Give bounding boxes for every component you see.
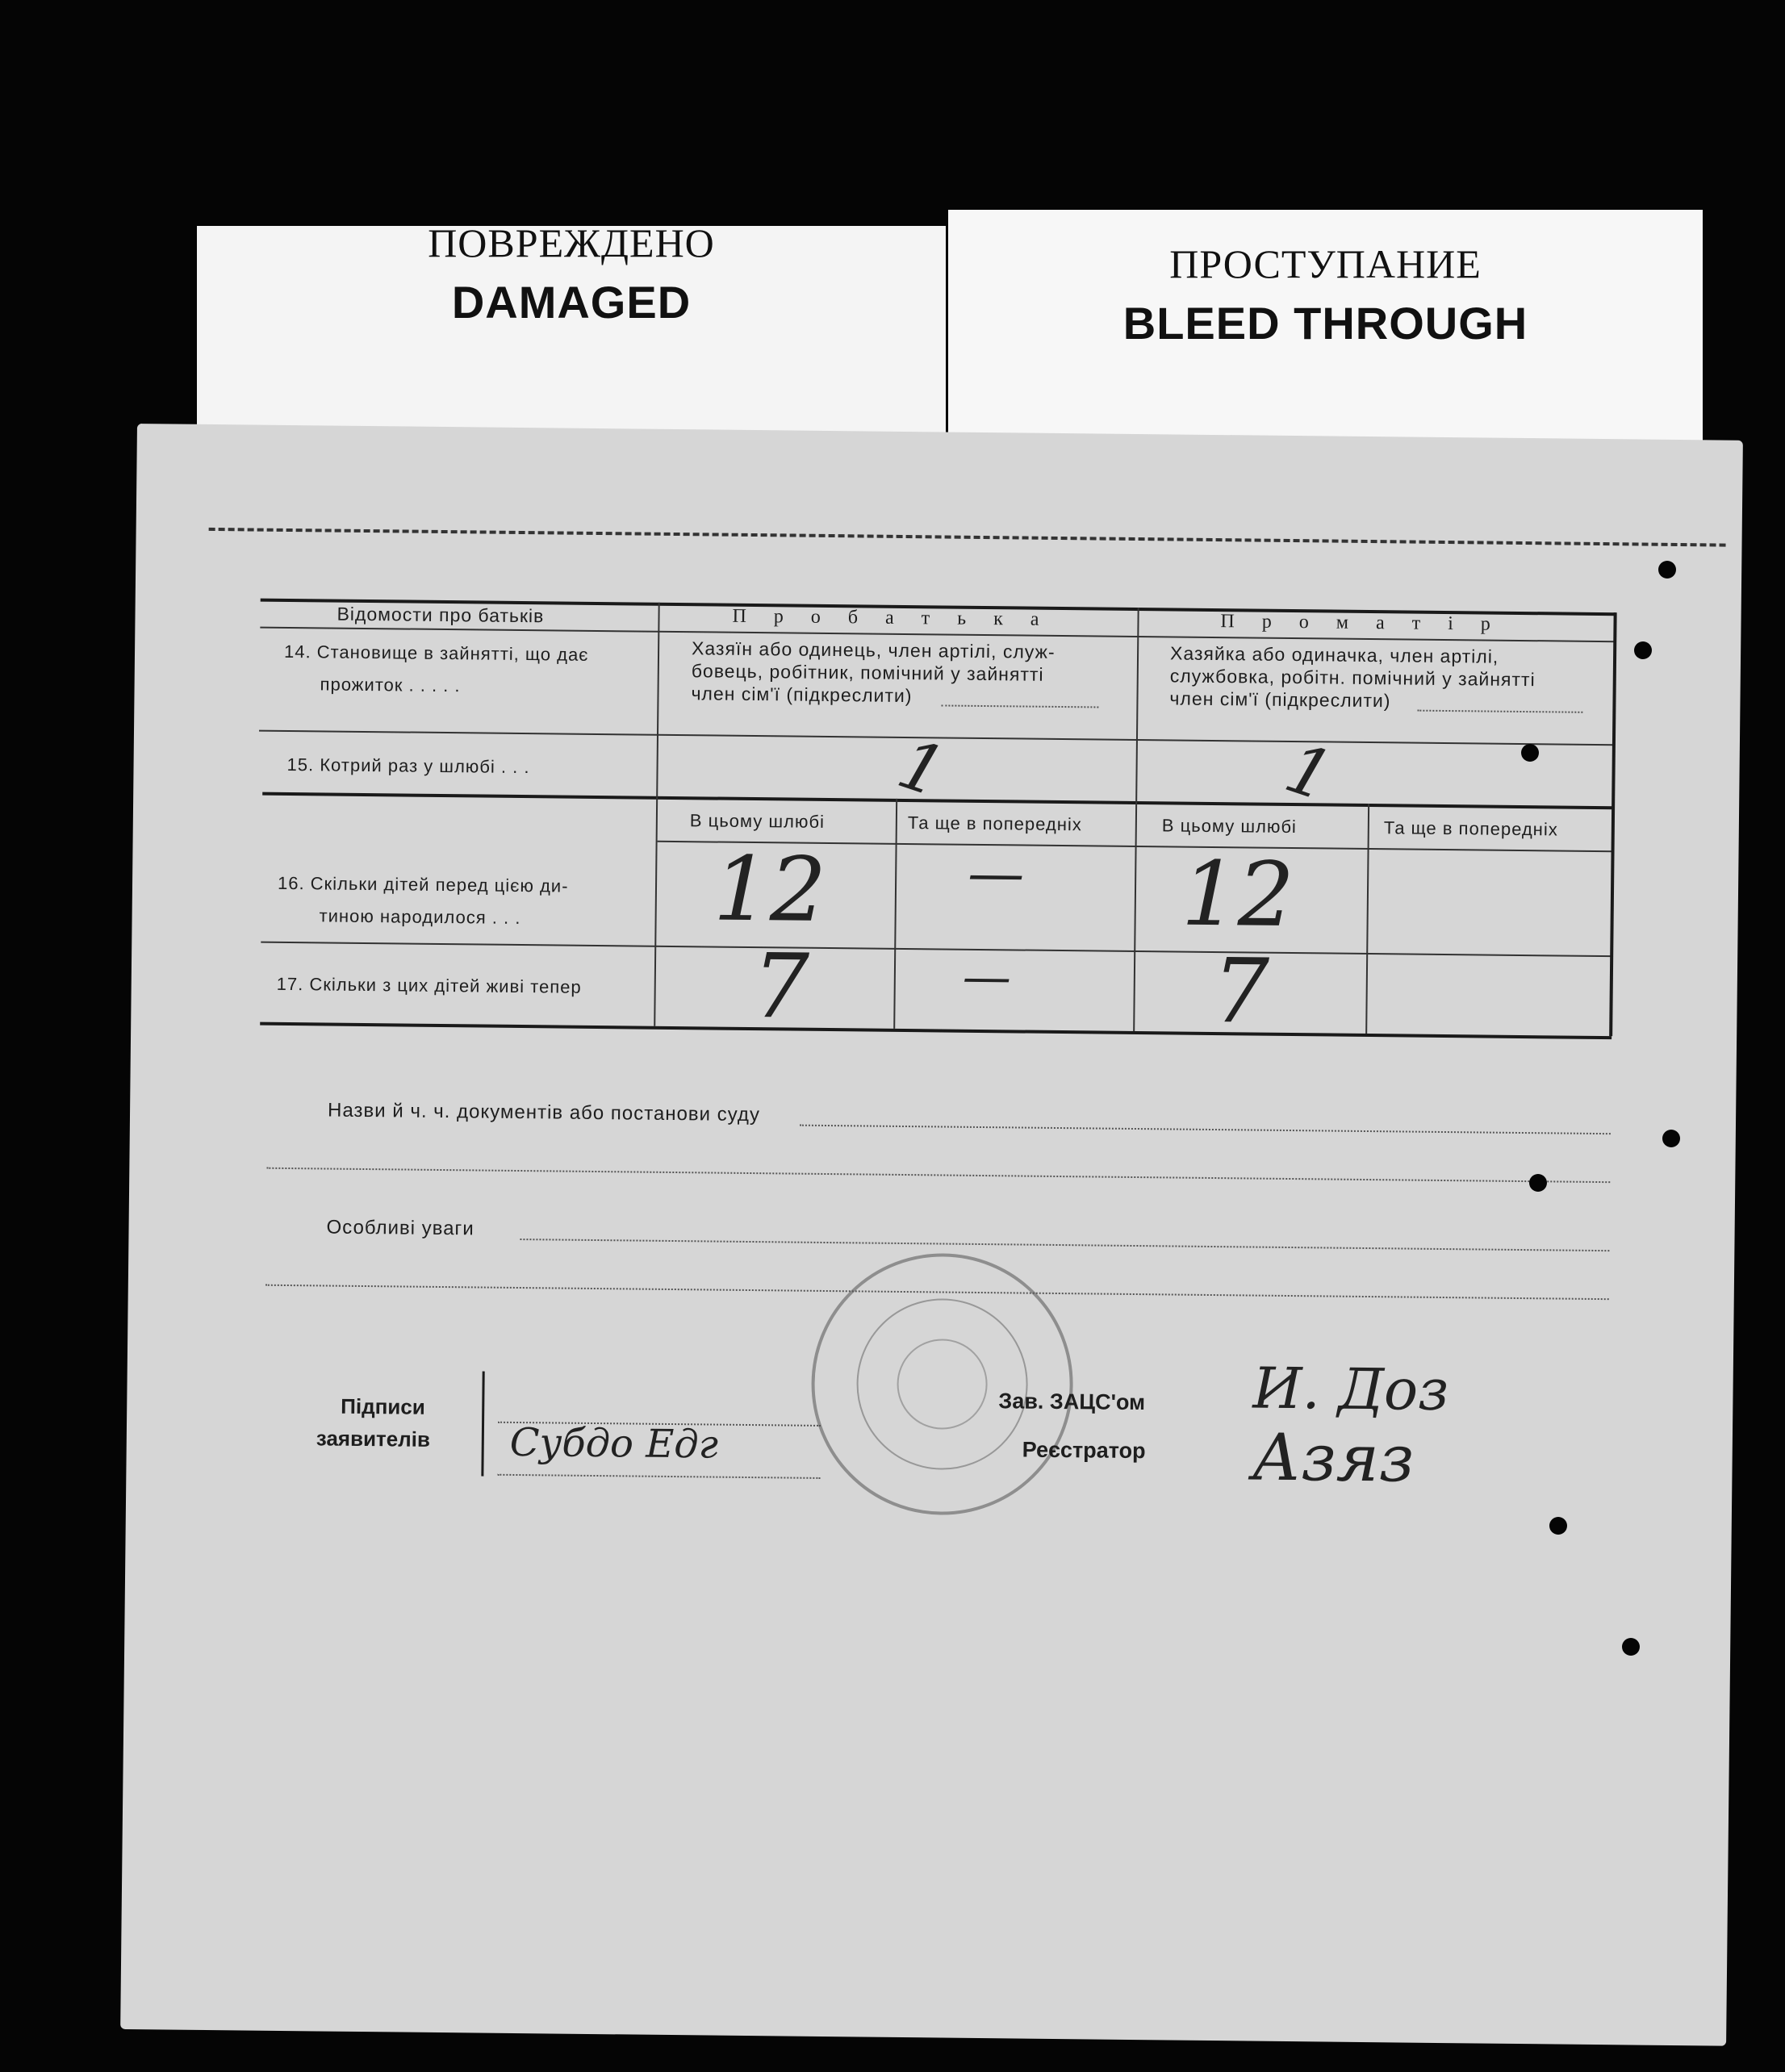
row16-divider xyxy=(261,942,1612,958)
mother-this-marriage-header: В цьому шлюбі xyxy=(1161,815,1298,838)
table-right-border xyxy=(1609,612,1616,1036)
row14-mother-fill-line xyxy=(1417,710,1582,713)
binding-hole xyxy=(1549,1517,1567,1535)
documents-fill-line-2 xyxy=(266,1168,1610,1183)
row17-mother-this-value: 7 xyxy=(1212,938,1270,1043)
binding-hole xyxy=(1658,561,1676,579)
row17-label: 17. Скільки з цих дітей живі тепер xyxy=(276,973,582,997)
row14-label-line2: прожиток . . . . . xyxy=(320,674,461,696)
row16-label-line1: 16. Скільки дітей перед цією ди- xyxy=(277,872,569,896)
documents-fill-line xyxy=(800,1125,1611,1135)
row15-mother-value: 1 xyxy=(1276,728,1343,817)
remarks-label: Особливі уваги xyxy=(326,1216,474,1240)
row14-mother-line1: Хазяйка або одиначка, член артілі, xyxy=(1169,642,1499,667)
row14-mother-line2: службовка, робітн. помічний у зайнятті xyxy=(1169,665,1536,691)
header-info: Відомости про батьків xyxy=(337,603,545,627)
bleed-title-ru: ПРОСТУПАНИЕ xyxy=(1169,241,1482,286)
row17-father-this-value: 7 xyxy=(752,934,810,1038)
row16-label-line2: тиною народилося . . . xyxy=(319,905,521,929)
record-sheet xyxy=(120,424,1743,2046)
binding-hole xyxy=(1622,1638,1640,1656)
registrar-signature: Азяз xyxy=(1252,1419,1415,1497)
row14-mother-line3: член сім'ї (підкреслити) xyxy=(1169,687,1391,712)
header-mother: П р о м а т і р xyxy=(1220,611,1502,635)
head-signature: И. Доз xyxy=(1252,1355,1449,1424)
father-previous-header: Та ще в попередніх xyxy=(907,813,1082,835)
row17-father-prev-value: — xyxy=(962,948,1012,1006)
perforation-line xyxy=(209,528,1726,547)
col-divider-1 xyxy=(654,603,659,1026)
header-father: П р о б а т ь к а xyxy=(732,605,1051,630)
binding-hole xyxy=(1521,744,1539,762)
row16-father-prev-value: — xyxy=(967,839,1025,907)
damaged-title-en: DAMAGED xyxy=(451,277,692,328)
documents-label: Назви й ч. ч. документів або постанови суду xyxy=(327,1099,761,1126)
father-this-marriage-header: В цьому шлюбі xyxy=(689,810,826,832)
signatures-label-line2: заявителів xyxy=(316,1426,431,1452)
row14-father-line3: член сім'ї (підкреслити) xyxy=(691,683,913,707)
row15-label: 15. Котрий раз у шлюбі . . . xyxy=(286,754,530,778)
col-divider-father-sub xyxy=(893,799,897,1029)
registrar-label: Реєстратор xyxy=(1022,1437,1146,1464)
col-divider-2 xyxy=(1133,608,1139,1031)
row16-father-this-value: 12 xyxy=(713,837,827,942)
row14-father-fill-line xyxy=(941,704,1098,708)
row14-label-line1: 14. Становище в зайнятті, що дає xyxy=(283,641,589,665)
bleed-title-en: BLEED THROUGH xyxy=(1122,298,1528,349)
mother-previous-header: Та ще в попередніх xyxy=(1383,817,1558,840)
table-bottom-border xyxy=(260,1022,1612,1040)
binding-hole xyxy=(1662,1130,1680,1147)
col-divider-mother-sub xyxy=(1365,804,1369,1034)
signatures-label-line1: Підписи xyxy=(341,1393,425,1419)
official-seal xyxy=(804,1246,1081,1523)
row16-mother-this-value: 12 xyxy=(1181,842,1295,947)
damaged-title-ru: ПОВРЕЖДЕНО xyxy=(428,220,715,265)
row14-father-line1: Хазяїн або одинець, член артілі, служ- xyxy=(691,637,1056,662)
head-label: Зав. ЗАЦС'ом xyxy=(998,1389,1146,1415)
signatures-bracket xyxy=(481,1372,484,1477)
applicant-signature: Субдо Едг xyxy=(509,1419,719,1468)
row15-father-value: 1 xyxy=(888,724,955,813)
row14-father-line2: бовець, робітник, помічний у зайнятті xyxy=(691,660,1044,685)
binding-hole xyxy=(1634,641,1652,659)
binding-hole xyxy=(1529,1174,1547,1192)
applicant-signature-line-2 xyxy=(497,1474,820,1479)
row15-divider xyxy=(262,792,1614,810)
